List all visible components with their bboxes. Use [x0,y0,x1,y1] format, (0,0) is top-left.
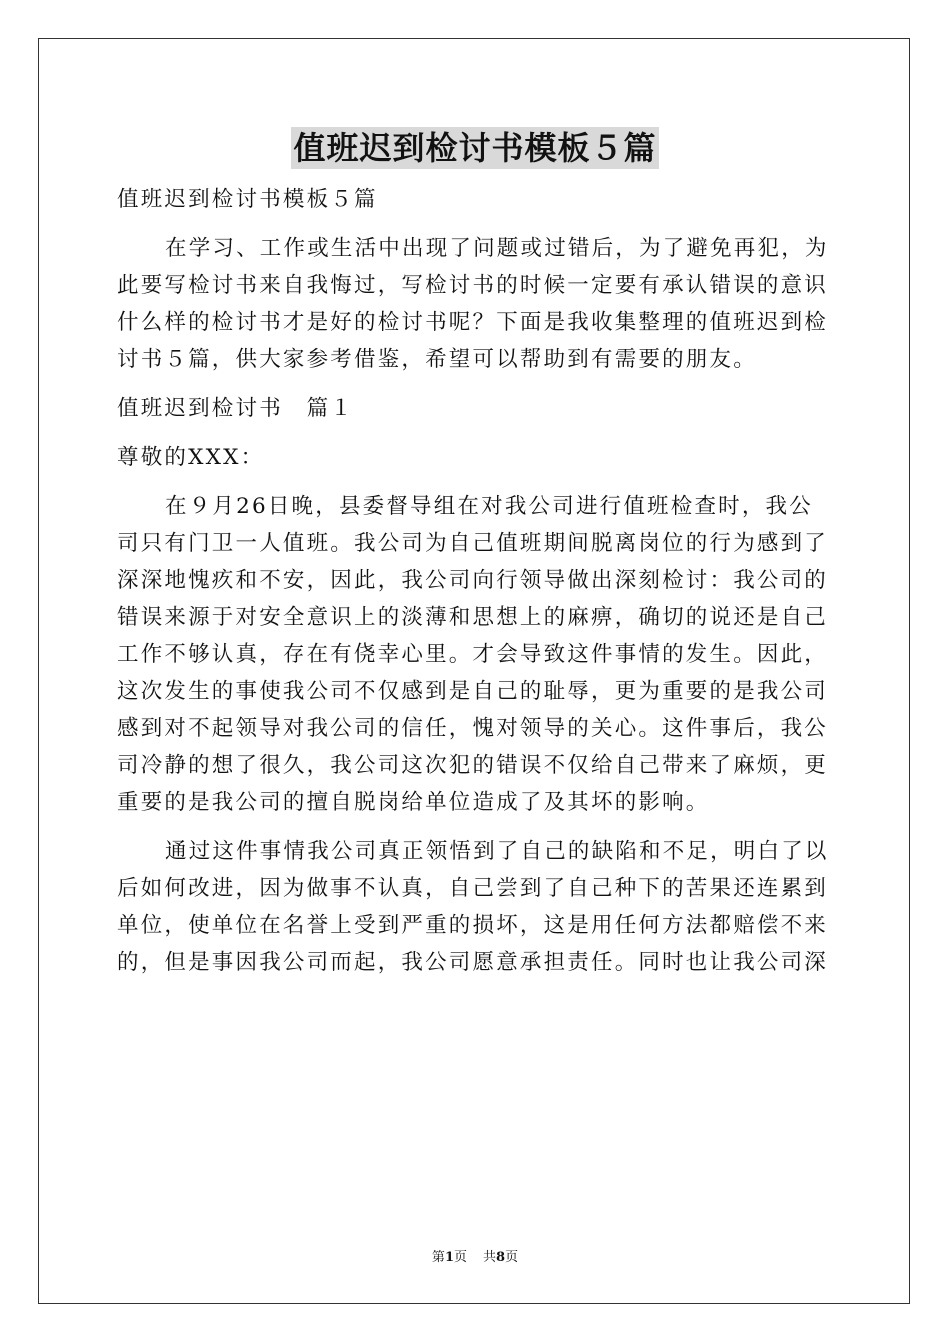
section-heading: 值班迟到检讨书 篇１ [117,396,355,421]
paragraph-line: 重要的是我公司的擅自脱岗给单位造成了及其坏的影响。 [117,790,710,815]
document-subtitle: 值班迟到检讨书模板５篇 [117,187,378,212]
document-title: 值班迟到检讨书模板５篇 [293,129,657,167]
page-label-prefix: 第 [431,1250,445,1265]
document-body [117,181,833,993]
paragraph-line: 错误来源于对安全意识上的淡薄和思想上的麻痹，确切的说还是自己 [117,605,829,630]
paragraph-line: 后如何改进，因为做事不认真，自己尝到了自己种下的苦果还连累到 [117,876,829,901]
paragraph-line: 单位，使单位在名誉上受到严重的损坏，这是用任何方法都赔偿不来 [117,913,829,938]
paragraph-line: 在９月26日晚，县委督导组在对我公司进行值班检查时，我公 [165,494,813,519]
body-paragraph-2 [117,833,833,981]
paragraph-line: 工作不够认真，存在有侥幸心里。才会导致这件事情的发生。因此， [117,642,829,667]
paragraph-line: 司冷静的想了很久，我公司这次犯的错误不仅给自己带来了麻烦，更 [117,753,829,778]
total-label-suffix: 页 [505,1250,519,1265]
paragraph-line: 司只有门卫一人值班。我公司为自己值班期间脱离岗位的行为感到了 [117,531,829,556]
salutation: 尊敬的XXX： [117,445,265,470]
paragraph-line: 这次发生的事使我公司不仅感到是自己的耻辱，更为重要的是我公司 [117,679,829,704]
paragraph-line: 什么样的检讨书才是好的检讨书呢？下面是我收集整理的值班迟到检 [117,310,829,335]
intro-paragraph [117,230,833,378]
paragraph-line: 深深地愧疚和不安，因此，我公司向行领导做出深刻检讨：我公司的 [117,568,829,593]
paragraph-line: 在学习、工作或生活中出现了问题或过错后，为了避免再犯，为 [165,236,829,261]
total-label-prefix: 共 [483,1250,497,1265]
paragraph-line: 通过这件事情我公司真正领悟到了自己的缺陷和不足，明白了以 [165,839,829,864]
paragraph-line: 讨书５篇，供大家参考借鉴，希望可以帮助到有需要的朋友。 [117,347,757,372]
total-pages: 8 [496,1250,506,1265]
page-footer [0,1246,950,1265]
page-number: 1 [444,1250,454,1265]
paragraph-line: 感到对不起领导对我公司的信任，愧对领导的关心。这件事后，我公 [117,716,829,741]
paragraph-line: 此要写检讨书来自我悔过，写检讨书的时候一定要有承认错误的意识 [117,273,829,298]
title-wrap [0,127,950,169]
page-label-suffix: 页 [453,1250,467,1265]
body-paragraph-1 [117,488,833,821]
paragraph-line: 的，但是事因我公司而起，我公司愿意承担责任。同时也让我公司深 [117,950,829,975]
